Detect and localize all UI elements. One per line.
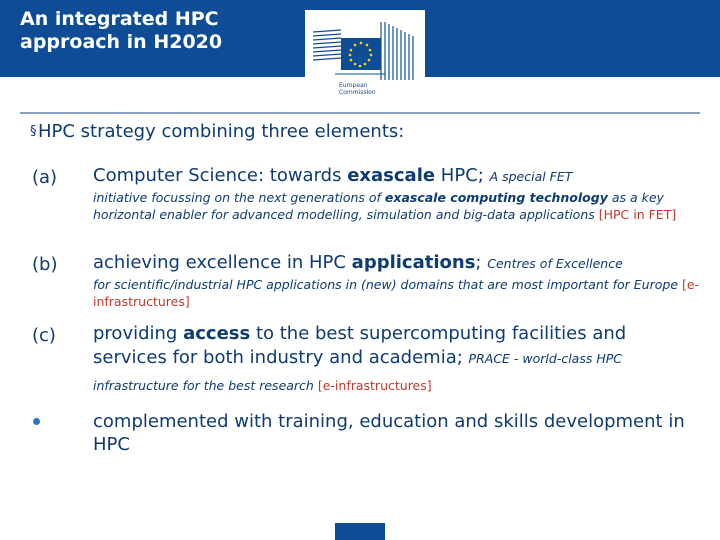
item-a-note <box>93 189 703 223</box>
item-a-lead: Computer Science: towards <box>93 165 348 186</box>
item-a <box>93 164 703 223</box>
intro-heading: HPC strategy combining three elements: <box>38 121 405 142</box>
logo-line-1: European <box>339 82 368 89</box>
item-marker-b: (b) <box>32 254 58 275</box>
section-bullet-icon: § <box>30 124 37 139</box>
slide-title <box>20 8 222 54</box>
item-c-headline <box>93 322 703 371</box>
item-b-lead-bold: applications <box>351 252 476 273</box>
item-c-note <box>93 377 703 394</box>
final-bullet-text: complemented with training, education and skills development in HPC <box>93 411 685 455</box>
logo-line-2: Commission <box>339 89 376 96</box>
item-marker-c: (c) <box>32 325 56 346</box>
title-line-1: An integrated HPC <box>20 8 219 30</box>
item-b-note-part1: for scientific/industrial HPC applications in (new) domains that are most important for Europe <box>93 277 682 292</box>
logo-wordmark <box>339 82 376 96</box>
divider <box>20 112 700 114</box>
item-c-reference: [e-infrastructures] <box>317 378 432 393</box>
item-b-lead-tail: ; <box>475 252 482 273</box>
item-b-note-inline: Centres of Excellence <box>487 256 623 271</box>
item-a-note-part1: initiative focussing on the next generations of <box>93 190 385 205</box>
bullet-dot-icon <box>33 418 40 425</box>
title-line-2: approach in H2020 <box>20 31 223 53</box>
item-a-lead-tail: HPC; <box>435 165 484 186</box>
item-a-reference: [HPC in FET] <box>598 207 677 222</box>
item-marker-a: (a) <box>32 167 58 188</box>
item-c-lead-tail: to the best supercomputing facilities and services for both industry and academia; <box>93 323 627 368</box>
european-commission-logo <box>305 10 425 100</box>
item-b-headline <box>93 251 703 276</box>
item-c-lead: providing <box>93 323 184 344</box>
footer-bar <box>335 523 385 540</box>
item-a-lead-bold: exascale <box>347 165 436 186</box>
item-c-note-inline: PRACE - world-class HPC <box>468 351 623 366</box>
item-a-note-part2: as a key horizontal enabler for advanced modelling, simulation and big-data applications <box>93 190 664 222</box>
item-a-headline <box>93 164 703 189</box>
item-b-lead: achieving excellence in HPC <box>93 252 352 273</box>
item-c-note-part1: infrastructure for the best research <box>93 378 318 393</box>
item-a-note-inline: A special FET <box>489 169 573 184</box>
item-a-note-bold: exascale computing technology <box>384 190 608 205</box>
item-b-note <box>93 276 703 310</box>
item-c <box>93 322 703 394</box>
item-b-reference: [e-infrastructures] <box>93 277 700 309</box>
item-c-lead-bold: access <box>183 323 251 344</box>
item-b <box>93 251 703 310</box>
